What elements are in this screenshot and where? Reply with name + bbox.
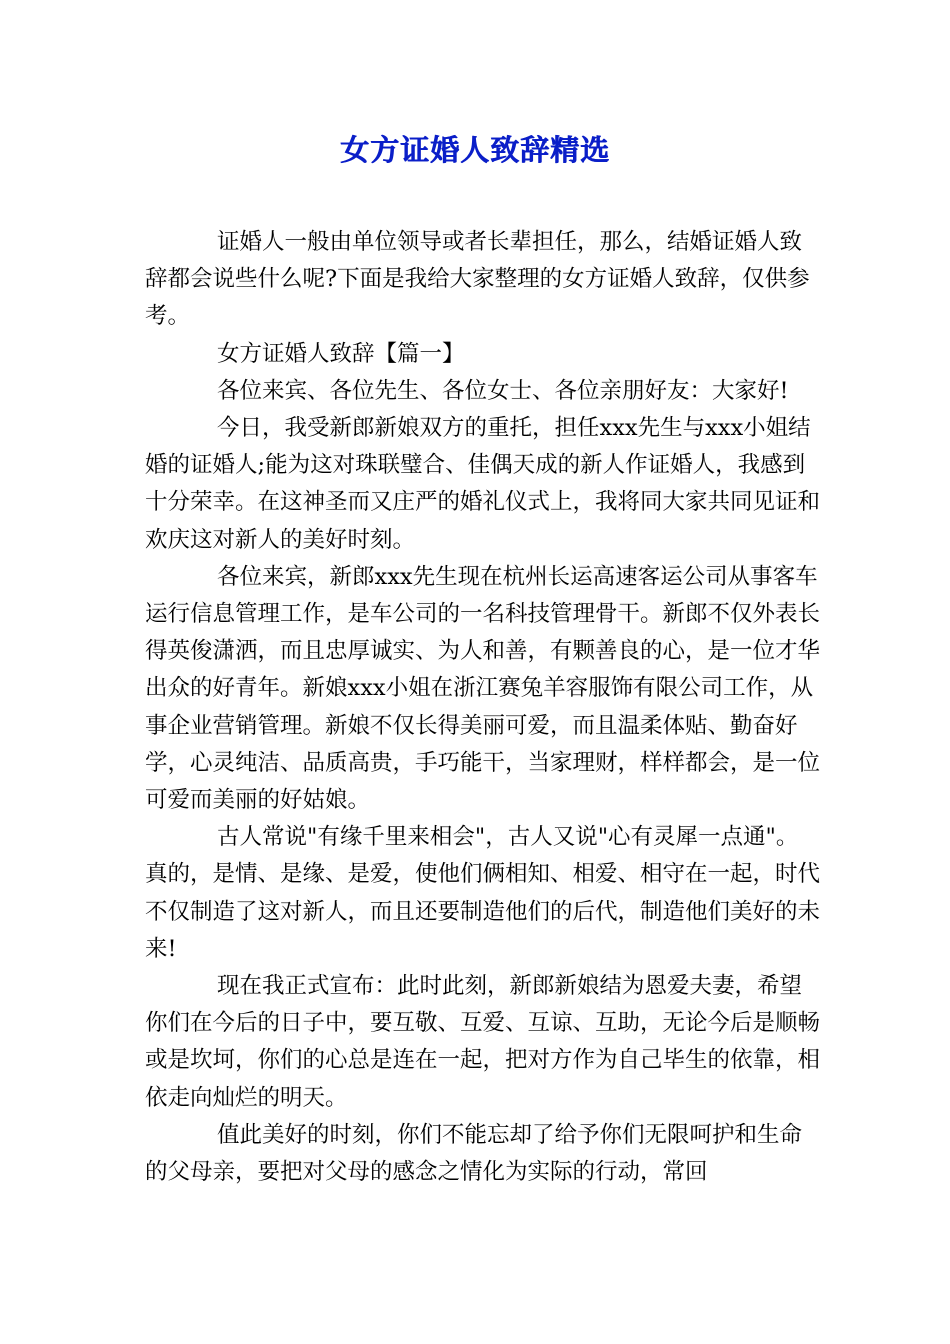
paragraph: 古人常说"有缘千里来相会"，古人又说"心有灵犀一点通"。真的，是情、是缘、是爱，使他们俩相知、相爱、相守在一起，时代不仅制造了这对新人，而且还要制造他们的后代，制造他们美好的未来! [145, 824, 821, 962]
document-body [145, 224, 820, 1191]
paragraph-intro: 证婚人一般由单位领导或者长辈担任，那么，结婚证婚人致辞都会说些什么呢?下面是我给大家整理的女方证婚人致辞，仅供参考。 [145, 229, 810, 330]
document-title: 女方证婚人致辞精选 [339, 133, 610, 167]
section-heading: 女方证婚人致辞【篇一】 [217, 340, 465, 367]
paragraph-greeting: 各位来宾、各位先生、各位女士、各位亲朋好友：大家好! [217, 377, 789, 404]
paragraph: 值此美好的时刻，你们不能忘却了给予你们无限呵护和生命的父母亲，要把对父母的感念之情化为实际的行动，常回 [145, 1121, 803, 1186]
paragraph: 现在我正式宣布：此时此刻，新郎新娘结为恩爱夫妻，希望你们在今后的日子中，要互敬、互爱、互谅、互助，无论今后是顺畅或是坎坷，你们的心总是连在一起，把对方作为自己毕生的依靠，相依走向灿烂的明天。 [145, 973, 821, 1111]
paragraph: 各位来宾，新郎xxx先生现在杭州长运高速客运公司从事客车运行信息管理工作，是车公司的一名科技管理骨干。新郎不仅外表长得英俊潇洒，而且忠厚诚实、为人和善，有颗善良的心，是一位才华出众的好青年。新娘xxx小姐在浙江赛兔羊容服饰有限公司工作，从事企业营销管理。新娘不仅长得美丽可爱，而且温柔体贴、勤奋好学，心灵纯洁、品质高贵，手巧能干，当家理财，样样都会，是一位可爱而美丽的好姑娘。 [145, 563, 821, 814]
paragraph: 今日，我受新郎新娘双方的重托，担任xxx先生与xxx小姐结婚的证婚人;能为这对珠联璧合、佳偶天成的新人作证婚人，我感到十分荣幸。在这神圣而又庄严的婚礼仪式上，我将同大家共同见证和欢庆这对新人的美好时刻。 [145, 415, 821, 553]
